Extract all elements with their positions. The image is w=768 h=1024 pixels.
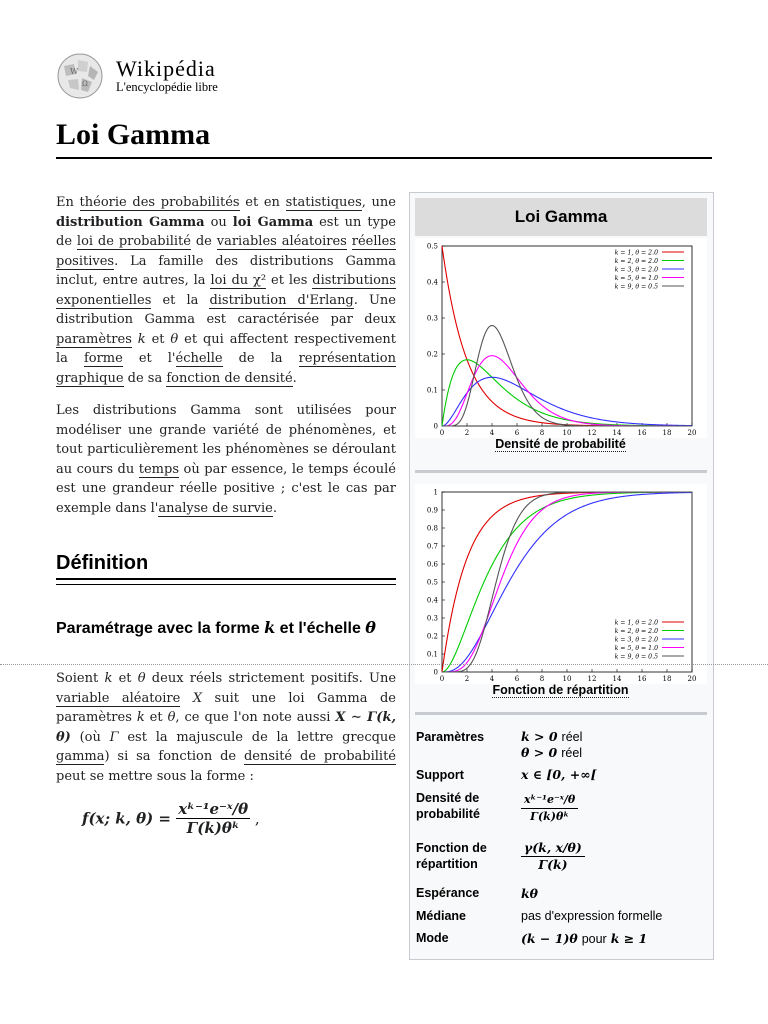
link-loi-probabilite[interactable]: loi de probabilité — [76, 234, 191, 249]
legend-label: k = 1, θ = 2.0 — [614, 249, 658, 257]
pdf-caption[interactable] — [409, 437, 712, 451]
cdf-plot[interactable] — [415, 484, 707, 684]
link-gamma[interactable]: gamma — [56, 749, 105, 764]
math-theta: θ — [170, 331, 179, 347]
x-tick-label: 20 — [687, 675, 697, 683]
infobox-key-mediane: Médiane — [416, 909, 467, 923]
svg-text:Ω: Ω — [82, 80, 88, 88]
legend-label: k = 9, θ = 0.5 — [614, 283, 658, 291]
text: (où — [70, 729, 110, 745]
x-tick-label: 2 — [464, 429, 470, 437]
text: Soient — [56, 671, 105, 686]
subsection-heading — [56, 617, 376, 640]
y-tick-label: 0 — [433, 668, 438, 677]
math-value: (k − 1)θ — [521, 931, 578, 946]
link-statistiques[interactable]: statistiques — [285, 195, 362, 210]
x-tick-label: 20 — [687, 429, 697, 437]
text: et — [145, 331, 171, 347]
section-divider — [56, 578, 396, 580]
cdf-caption-text: Fonction de répartition — [492, 683, 629, 697]
text: . La famille des distributions Gamma inclut, entre autres, la — [56, 253, 396, 288]
y-tick-label: 0.1 — [426, 650, 438, 659]
text — [347, 234, 352, 249]
text: , ce que l'on note aussi — [175, 710, 336, 725]
x-tick-label: 8 — [539, 675, 545, 683]
x-tick-label: 0 — [439, 675, 445, 683]
math-notation: X ∼ Γ(k, θ) — [56, 710, 396, 745]
link-analyse-survie[interactable]: analyse de survie — [158, 500, 273, 516]
text: suit une loi Gamma de paramètres — [56, 690, 396, 725]
legend-label: k = 3, θ = 2.0 — [614, 636, 658, 644]
legend-label: k = 1, θ = 2.0 — [614, 619, 658, 627]
link-temps[interactable]: temps — [138, 461, 180, 477]
x-tick-label: 4 — [489, 429, 495, 437]
y-tick-label: 0.9 — [426, 506, 438, 515]
x-tick-label: 14 — [612, 675, 622, 683]
x-tick-label: 18 — [662, 675, 672, 683]
fraction-denominator: Γ(k) — [538, 857, 568, 872]
x-tick-label: 16 — [637, 675, 647, 683]
title-divider — [56, 157, 712, 159]
x-tick-label: 14 — [612, 429, 622, 437]
intro-paragraph — [56, 193, 396, 388]
text: . — [272, 500, 277, 516]
link-reelles-positives[interactable]: réelles positives — [56, 234, 397, 269]
text: ou — [204, 214, 233, 230]
infobox-key-esperance: Espérance — [416, 886, 480, 900]
infobox-key-mode: Mode — [416, 931, 449, 945]
text: ) si sa fonction de — [104, 749, 244, 764]
infobox-value-support — [521, 767, 597, 783]
text: et les — [266, 273, 313, 288]
legend-label: k = 2, θ = 2.0 — [614, 628, 658, 635]
formula-fraction — [176, 800, 250, 837]
y-tick-label: 0.7 — [426, 542, 438, 551]
series-line — [442, 356, 692, 426]
text: de la — [222, 351, 299, 366]
pdf-chart-svg — [415, 238, 707, 438]
infobox-key-parametres: Paramètres — [416, 730, 485, 744]
text: , une — [361, 195, 396, 210]
text: de sa — [123, 370, 167, 386]
text: est un type de — [56, 214, 396, 249]
y-tick-label: 0.8 — [426, 524, 438, 533]
y-tick-label: 0.5 — [426, 578, 438, 587]
x-tick-label: 12 — [587, 429, 597, 437]
math-k: k — [136, 710, 145, 725]
density-formula — [82, 800, 260, 837]
wikipedia-globe-icon[interactable] — [54, 52, 106, 100]
math-value: k > 0 — [521, 729, 558, 744]
legend-label: k = 5, θ = 1.0 — [614, 645, 658, 652]
value-text: pas d'expression formelle — [521, 909, 663, 923]
x-tick-label: 16 — [637, 429, 647, 437]
link-variables-aleatoires[interactable]: variables aléatoires — [216, 234, 347, 249]
math-X: X — [192, 690, 203, 706]
link-parametres[interactable]: paramètres — [56, 331, 132, 347]
formula-numerator: xᵏ⁻¹e⁻ˣ/θ — [178, 800, 249, 818]
legend-label: k = 5, θ = 1.0 — [614, 275, 658, 282]
infobox-value-densite — [521, 792, 578, 825]
x-tick-label: 6 — [514, 675, 520, 683]
text: et la — [151, 292, 210, 308]
bold-term: loi Gamma — [232, 214, 314, 230]
text — [180, 691, 192, 706]
text: En — [56, 195, 80, 210]
text: et — [144, 710, 168, 725]
y-tick-label: 1 — [433, 488, 438, 497]
infobox-key-repartition: Fonction de répartition — [416, 841, 487, 871]
y-tick-label: 0.3 — [426, 314, 438, 323]
y-tick-label: 0.2 — [426, 350, 438, 359]
text: est la majuscule de la lettre grecque — [118, 729, 396, 745]
link-densite-probabilite[interactable]: densité de probabilité — [243, 749, 396, 764]
svg-text:W: W — [70, 67, 79, 76]
x-tick-label: 6 — [514, 429, 520, 437]
y-tick-label: 0.4 — [426, 596, 438, 605]
value-note: pour — [581, 932, 607, 946]
text: de — [190, 234, 217, 249]
y-tick-label: 0.5 — [426, 242, 438, 251]
x-tick-label: 0 — [439, 429, 445, 437]
link-forme[interactable]: forme — [83, 351, 123, 366]
formula-tail: , — [254, 809, 260, 828]
value-note: réel — [561, 730, 583, 744]
x-tick-label: 12 — [587, 675, 597, 683]
link-loi-chi2[interactable]: loi du χ² — [210, 273, 267, 288]
text: peut se mettre sous la forme : — [56, 768, 254, 784]
text: . Une distribution Gamma est caractérisée par deux — [56, 292, 396, 327]
paragraph-usage — [56, 401, 396, 518]
text: et — [112, 671, 138, 686]
bold-term: distribution Gamma — [56, 214, 205, 230]
wikipedia-wordmark[interactable]: Wikipédia — [116, 56, 216, 81]
math-k: k — [104, 671, 113, 686]
math-value: kθ — [521, 886, 538, 901]
infobox-value-mode — [521, 931, 647, 947]
x-tick-label: 10 — [562, 675, 572, 683]
link-fonction-densite[interactable]: fonction de densité — [166, 370, 293, 386]
x-tick-label: 10 — [562, 429, 572, 437]
math-theta: θ — [167, 710, 176, 725]
y-tick-label: 0.1 — [426, 386, 438, 395]
pdf-caption-text: Densité de probabilité — [495, 437, 626, 451]
text: . — [292, 370, 297, 386]
text: Paramétrage avec la forme — [56, 620, 265, 637]
text: Les distributions Gamma sont utilisées pour modéliser une grande variété de phénomènes, et tout particulièrement les phénomènes se déroulant au cours du — [56, 403, 396, 477]
section-heading-definition: Définition — [56, 552, 149, 574]
infobox-value-mediane — [521, 908, 662, 924]
paragraph-definition — [56, 669, 396, 786]
pdf-plot[interactable] — [415, 238, 707, 438]
wikipedia-tagline: L'encyclopédie libre — [116, 80, 218, 94]
section-divider-thin — [56, 584, 396, 585]
formula-lhs: f(x; k, θ) = — [82, 809, 177, 828]
legend-label: k = 9, θ = 0.5 — [614, 653, 658, 661]
cdf-caption[interactable] — [409, 683, 712, 697]
math-theta: θ — [137, 671, 146, 686]
infobox-value-esperance — [521, 886, 538, 902]
legend-label: k = 2, θ = 2.0 — [614, 258, 658, 265]
x-tick-label: 18 — [662, 429, 672, 437]
link-distribution-erlang[interactable]: distribution d'Erlang — [209, 292, 354, 308]
formula-denominator: Γ(k)θᵏ — [186, 819, 240, 837]
x-tick-label: 2 — [464, 675, 470, 683]
infobox-title: Loi Gamma — [415, 198, 707, 236]
y-tick-label: 0.3 — [426, 614, 438, 623]
page-fold-line — [0, 664, 768, 665]
infobox-value-repartition — [521, 840, 585, 873]
infobox-key-densite: Densité de probabilité — [416, 791, 480, 821]
math-value: k ≥ 1 — [610, 931, 648, 946]
y-tick-label: 0.4 — [426, 278, 438, 287]
infobox-value-parametres — [521, 729, 582, 761]
cdf-chart-svg — [415, 484, 707, 684]
fraction-numerator: γ(k, x/θ) — [521, 840, 585, 857]
link-theorie-probabilites[interactable]: théorie des probabilités — [79, 195, 240, 210]
text: où par essence, le temps écoulé est une grandeur réelle positive ; c'est le cas par exemple dans l' — [56, 461, 396, 516]
series-line — [442, 360, 692, 426]
infobox-separator — [415, 712, 707, 715]
y-tick-label: 0.2 — [426, 632, 438, 641]
link-distributions-exponentielles[interactable]: distributions exponentielles — [56, 273, 396, 308]
math-k: k — [264, 618, 276, 637]
link-echelle[interactable]: échelle — [175, 351, 223, 366]
x-tick-label: 4 — [489, 675, 495, 683]
text: et qui affectent respectivement la — [56, 331, 396, 366]
legend-label: k = 3, θ = 2.0 — [614, 266, 658, 274]
infobox-separator — [415, 470, 707, 473]
page-title: Loi Gamma — [56, 118, 211, 151]
infobox-key-support: Support — [416, 768, 464, 782]
x-tick-label: 8 — [539, 429, 545, 437]
math-theta: θ — [365, 618, 376, 637]
link-variable-aleatoire[interactable]: variable aléatoire — [56, 690, 181, 706]
math-value: θ > 0 — [521, 745, 558, 760]
link-representation-graphique[interactable]: représentation graphique — [56, 351, 397, 386]
fraction-denominator: Γ(k)θᵏ — [530, 810, 570, 823]
text: et l'échelle — [275, 620, 366, 637]
fraction-numerator: xᵏ⁻¹e⁻ˣ/θ — [521, 792, 578, 809]
math-value: x ∈ [0, +∞[ — [521, 767, 597, 782]
text: et en — [239, 195, 286, 210]
y-tick-label: 0 — [433, 422, 438, 431]
text: et l' — [122, 351, 176, 366]
y-tick-label: 0.6 — [426, 560, 438, 569]
text: deux réels strictement positifs. Une — [145, 671, 397, 686]
math-gamma: Γ — [109, 729, 119, 745]
value-note: réel — [561, 746, 583, 760]
math-k: k — [137, 331, 146, 347]
